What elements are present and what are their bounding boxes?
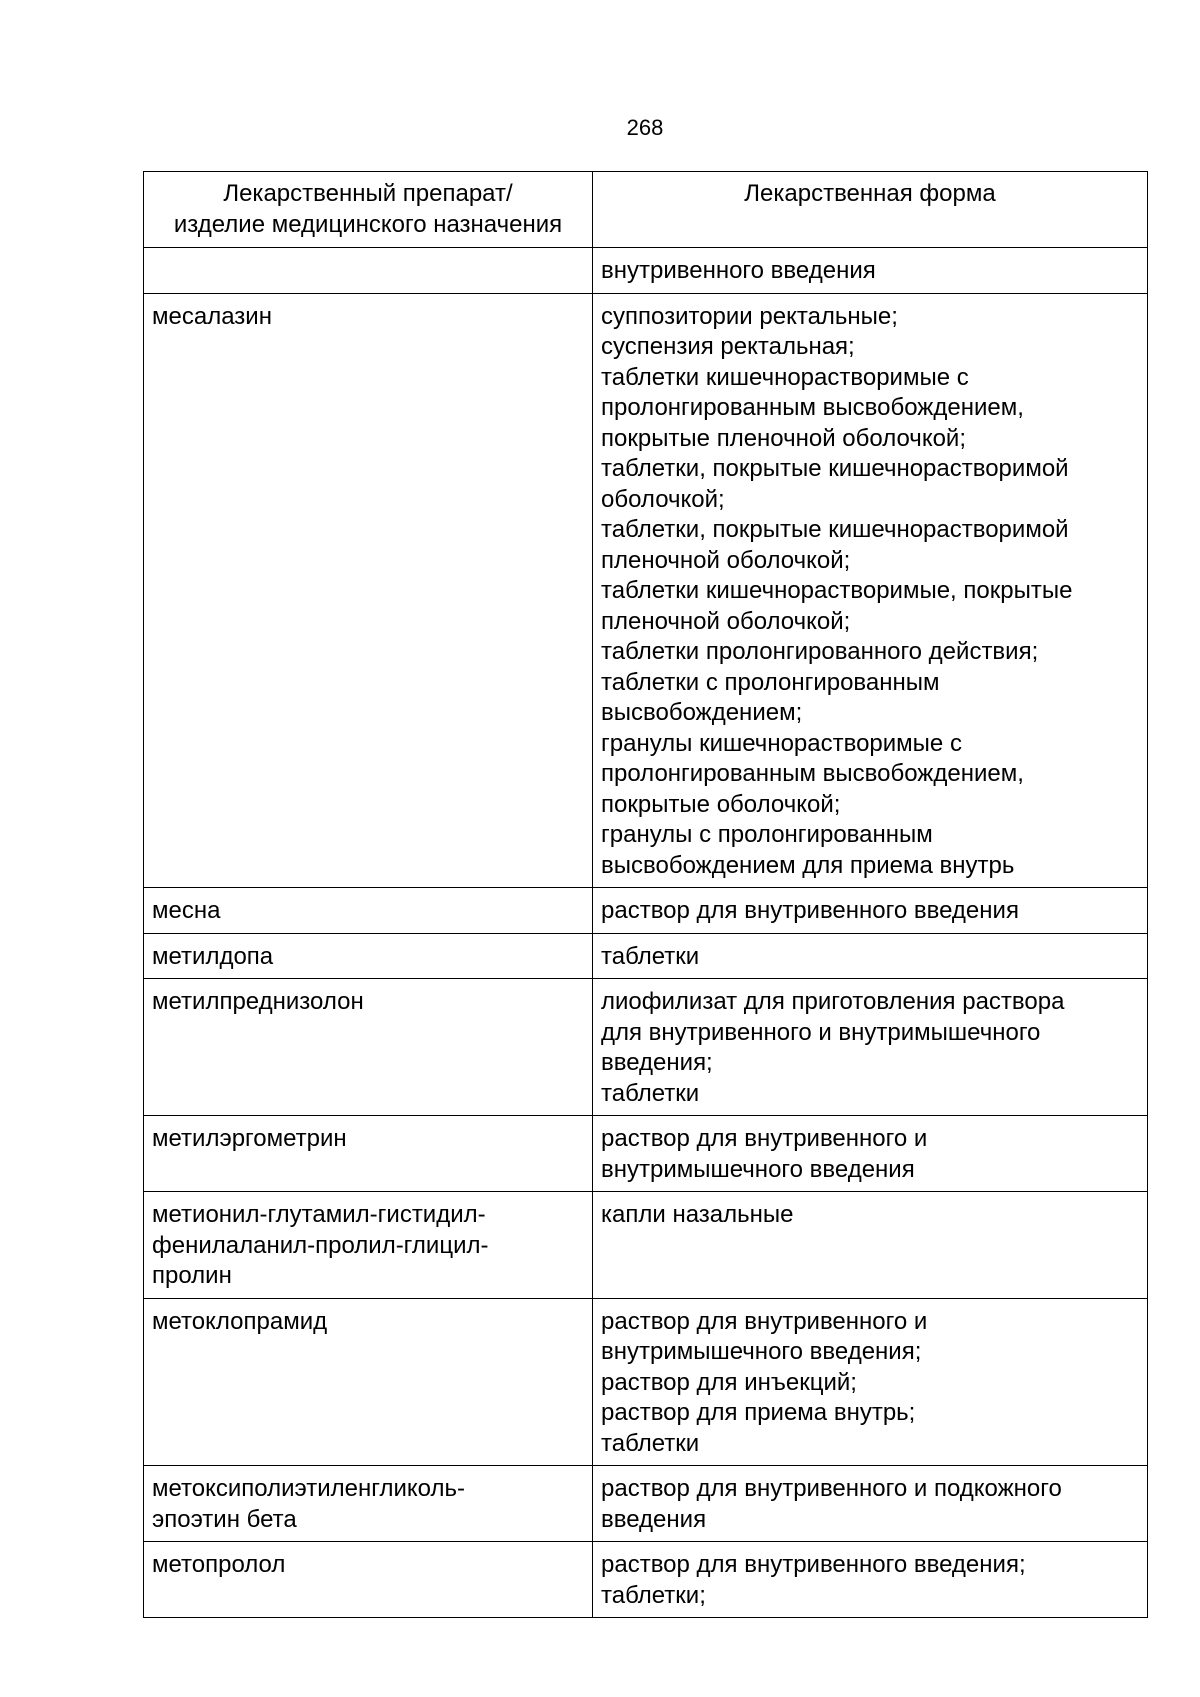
drug-name-line: метилпреднизолон [152,988,364,1015]
drug-name-line: метионил-глутамил-гистидил- [152,1201,486,1228]
dosage-form-line: таблетки, покрытые кишечнорастворимой [601,516,1069,543]
table-row [144,1298,1148,1466]
drug-name-cell [144,979,593,1116]
table-row [144,1192,1148,1299]
dosage-form-line: суппозитории ректальные; [601,302,898,330]
dosage-form-line: таблетки [601,942,700,970]
table-row [144,979,1148,1116]
table-row [144,1466,1148,1542]
dosage-form-cell [593,979,1148,1116]
drug-table [143,171,1148,1618]
drug-name-cell [144,933,593,979]
dosage-form-line: введения; [601,1049,713,1076]
drug-name-line: фенилаланил-пролил-глицил- [152,1231,489,1259]
dosage-form-line: лиофилизат для приготовления раствора [601,988,1065,1015]
drug-name-cell [144,1466,593,1542]
dosage-form-line: раствор для внутривенного введения; [601,1551,1026,1578]
dosage-form-line: таблетки кишечнорастворимые, покрытые [601,577,1073,604]
table-row [144,248,1148,294]
drug-name-cell [144,888,593,934]
dosage-form-line: внутримышечного введения [601,1155,915,1183]
dosage-form-line: раствор для приема внутрь; [601,1399,916,1426]
dosage-form-line: таблетки пролонгированного действия; [601,638,1039,665]
dosage-form-cell [593,1192,1148,1299]
header-drug-line: изделие медицинского назначения [173,210,563,238]
dosage-form-line: для внутривенного и внутримышечного [601,1018,1041,1046]
drug-name-cell [144,293,593,888]
dosage-form-line: введения [601,1505,707,1533]
dosage-form-line: пролонгированным высвобождением, [601,394,1024,421]
header-drug-line: Лекарственный препарат/ [223,180,513,207]
table-row [144,933,1148,979]
drug-name-cell [144,1192,593,1299]
drug-name-line: метоксиполиэтиленгликоль- [152,1475,465,1502]
drug-name-cell [144,1542,593,1618]
dosage-form-line: раствор для инъекций; [601,1368,857,1396]
dosage-form-cell [593,933,1148,979]
table-row [144,1116,1148,1192]
dosage-form-line: пролонгированным высвобождением, [601,760,1024,787]
drug-name-line: пролин [152,1262,232,1289]
drug-name-cell [144,1116,593,1192]
dosage-form-line: пленочной оболочкой; [601,546,851,574]
dosage-form-line: таблетки кишечнорастворимые с [601,363,969,391]
drug-name-cell [144,248,593,294]
table-header-row [144,172,1148,248]
drug-name-cell [144,1298,593,1466]
dosage-form-cell [593,1116,1148,1192]
drug-name-line: метопролол [152,1551,286,1578]
dosage-form-line: таблетки [601,1429,700,1457]
drug-name-line: месалазин [152,302,272,330]
dosage-form-line: высвобождением; [601,699,803,726]
dosage-form-cell [593,1298,1148,1466]
drug-name-line: месна [152,897,221,924]
page-number: 268 [626,115,664,140]
header-form-line: Лекарственная форма [744,180,996,207]
table-row [144,1542,1148,1618]
dosage-form-line: внутривенного введения [601,257,876,284]
dosage-form-line: гранулы кишечнорастворимые с [601,729,962,757]
dosage-form-line: раствор для внутривенного и [601,1125,928,1152]
dosage-form-line: суспензия ректальная; [601,333,855,360]
dosage-form-line: раствор для внутривенного и подкожного [601,1475,1062,1502]
dosage-form-cell [593,248,1148,294]
dosage-form-cell [593,1542,1148,1618]
dosage-form-line: таблетки, покрытые кишечнорастворимой [601,455,1069,482]
table-row [144,888,1148,934]
drug-name-line: метилдопа [152,942,274,970]
dosage-form-line: раствор для внутривенного введения [601,897,1019,924]
dosage-form-line: таблетки с пролонгированным [601,668,940,696]
dosage-form-line: пленочной оболочкой; [601,607,851,635]
dosage-form-line: покрытые оболочкой; [601,790,841,818]
dosage-form-line: покрытые пленочной оболочкой; [601,424,967,452]
drug-name-line: метилэргометрин [152,1125,347,1152]
dosage-form-line: высвобождением для приема внутрь [601,851,1015,879]
dosage-form-line: таблетки [601,1079,700,1107]
dosage-form-line: оболочкой; [601,485,725,513]
header-form [593,172,1148,248]
table-row [144,293,1148,888]
drug-name-line: метоклопрамид [152,1307,328,1335]
dosage-form-line: капли назальные [601,1201,794,1228]
dosage-form-line: внутримышечного введения; [601,1338,922,1365]
dosage-form-line: гранулы с пролонгированным [601,821,933,848]
dosage-form-line: раствор для внутривенного и [601,1307,928,1335]
dosage-form-cell [593,293,1148,888]
table-body [144,248,1148,1618]
header-drug [144,172,593,248]
dosage-form-line: таблетки; [601,1581,706,1609]
dosage-form-cell [593,1466,1148,1542]
drug-name-line: эпоэтин бета [152,1505,297,1533]
dosage-form-cell [593,888,1148,934]
